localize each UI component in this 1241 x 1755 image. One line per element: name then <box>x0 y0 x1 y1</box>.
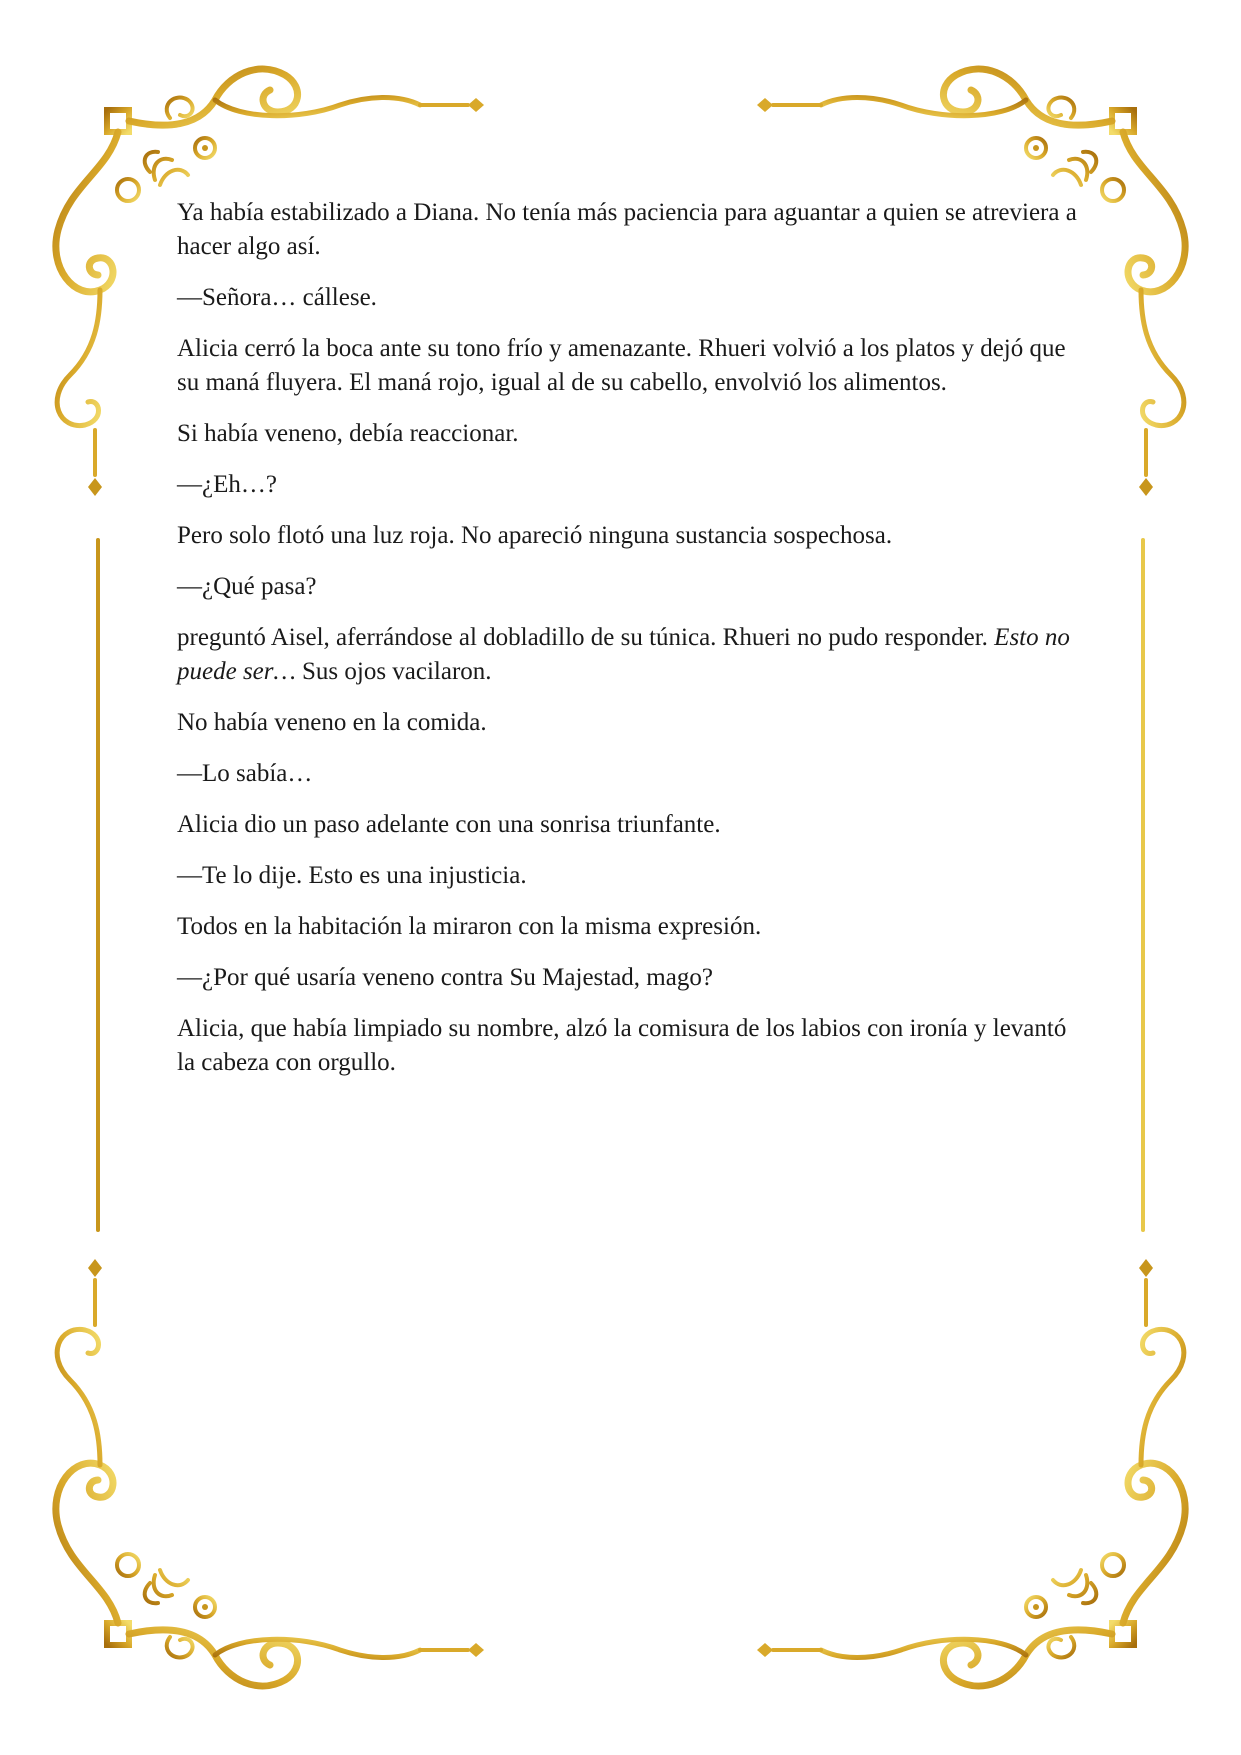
paragraph: —Te lo dije. Esto es una injusticia. <box>177 862 527 889</box>
paragraph-text-rest: Sus ojos vacilaron. <box>295 658 492 685</box>
italic-thought: Esto no puede ser… <box>177 624 1070 685</box>
paragraph-text: preguntó Aisel, aferrándose al dobladillo de su túnica. Rhueri no pudo responder. <box>177 624 988 651</box>
paragraph: —¿Qué pasa? <box>177 573 317 600</box>
paragraph: —Lo sabía… <box>177 760 313 787</box>
paragraph: Si había veneno, debía reaccionar. <box>177 420 519 447</box>
paragraph: —Señora… cállese. <box>177 284 377 311</box>
paragraph: —¿Eh…? <box>177 471 277 498</box>
paragraph <box>177 621 1077 689</box>
paragraph: Alicia, que había limpiado su nombre, alzó la comisura de los labios con ironía y levantó la cabeza con orgullo. <box>177 1015 1067 1076</box>
paragraph: Todos en la habitación la miraron con la misma expresión. <box>177 913 762 940</box>
paragraph: Ya había estabilizado a Diana. No tenía más paciencia para aguantar a quien se atreviera a hacer algo así. <box>177 199 1077 260</box>
paragraph: Pero solo flotó una luz roja. No apareció ninguna sustancia sospechosa. <box>177 522 893 549</box>
paragraph: No había veneno en la comida. <box>177 709 487 736</box>
paragraph: Alicia cerró la boca ante su tono frío y amenazante. Rhueri volvió a los platos y dejó que su maná fluyera. El maná rojo, igual al de su cabello, envolvió los alimentos. <box>177 335 1066 396</box>
paragraph: —¿Por qué usaría veneno contra Su Majestad, mago? <box>177 964 713 991</box>
page-text <box>177 196 1077 1097</box>
paragraph: Alicia dio un paso adelante con una sonrisa triunfante. <box>177 811 721 838</box>
